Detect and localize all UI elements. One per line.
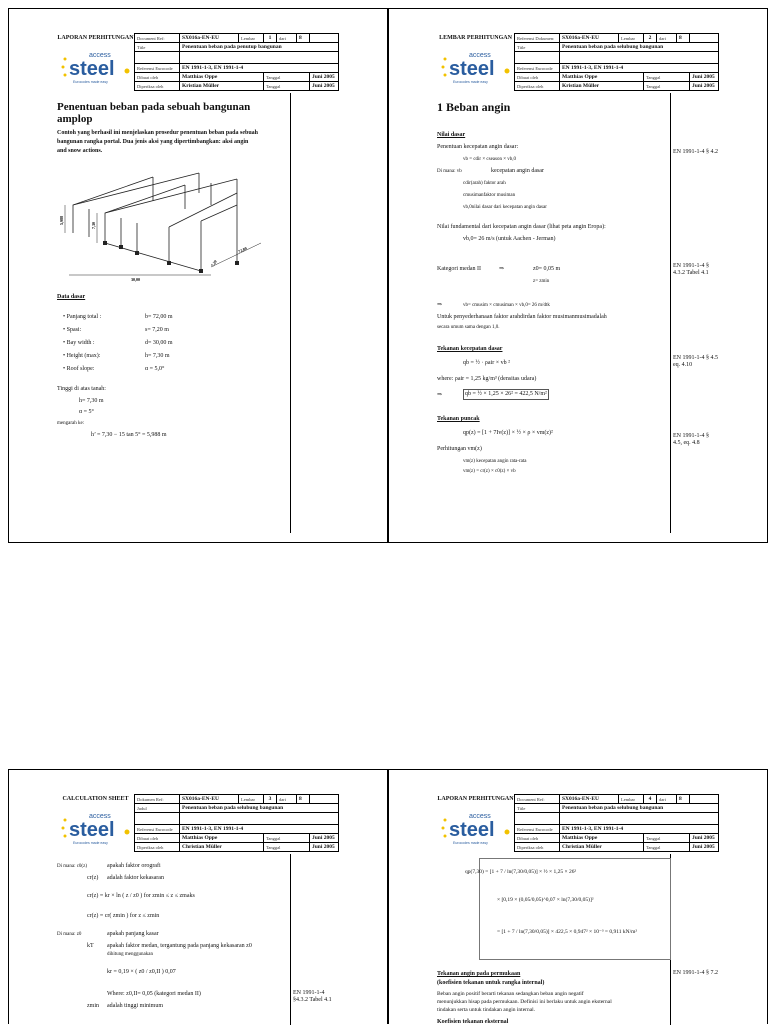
vb0-desc: vb,0nilai dasar dari kecepatan angin dasar [463, 205, 547, 210]
ref-4-5: EN 1991-1-4 § 4.5 eq. 4.10 [673, 355, 718, 368]
vm-equation: vm(z) = cr(z) × c0(z) × vb [463, 469, 516, 474]
dim-height: 7,30 [91, 222, 96, 229]
where-c0: Di mana: c0(z) [57, 864, 87, 869]
access-steel-logo [59, 808, 135, 852]
vb-desc: kecepatan angin dasar [491, 168, 544, 174]
kt-desc: apakah faktor medan, tergantung pada panjang kekasaran z0 [107, 943, 252, 949]
page-4 [388, 769, 768, 1024]
logo-top: access [89, 52, 111, 59]
fundamental-value-text: Nilai fundamental dari kecepatan angin dasar (lihat peta angin Eropa): [437, 224, 606, 230]
qb-value: qb = ½ × 1,25 × 26² = 422,5 N/m² [463, 389, 549, 400]
intro-line-2: bangunan rangka portal. Dua jenis aksi yang dipertimbangkan: aksi angin [57, 139, 249, 145]
item-label-length: • Panjang total : [63, 314, 102, 320]
section-peak-pressure: Tekanan puncak [437, 416, 480, 422]
sheet-name: LAPORAN PERHITUNGAN [437, 796, 514, 802]
item-value-bay: d= 30,00 m [145, 340, 173, 346]
page-title: 1 Beban angin [437, 100, 511, 114]
ext-coef-title: Koefisien tekanan eksternal [437, 1019, 509, 1025]
page-2-header [437, 33, 719, 93]
height-label: Tinggi di atas tanah: [57, 386, 106, 392]
arrow-3: ⇒ [437, 392, 443, 398]
basic-velocity-text: Penentuan kecepatan angin dasar: [437, 144, 519, 150]
vm-description: vm(z) kecepatan angin rata-rata [463, 459, 527, 464]
qb-equation: qb = ½ · ρair × vb ² [463, 360, 510, 366]
portal-frame-drawing [61, 163, 293, 283]
page-1 [8, 8, 388, 543]
cr-label: cr(z) [87, 875, 99, 881]
svg-text:steel: steel [69, 819, 115, 841]
terrain-category: Kategori medan II [437, 266, 481, 272]
sheet-name: CALCULATION SHEET [62, 796, 129, 802]
qp-eq-line-3: = [1 + 7 / ln(7,30/0,05)] × 422,5 × 0,947² × 10⁻³ = 0,911 kN/m² [497, 929, 638, 935]
svg-text:Eurocodes made easy: Eurocodes made easy [73, 841, 108, 845]
kr-equation: kr = 0,19 × ( z0 / z0,II ) 0,07 [107, 969, 176, 975]
intro-line-1: Contoh yang berhasil ini menjelaskan prosedur penentuan beban pada sebuah [57, 130, 258, 136]
ref-4-5-eq-4-8: EN 1991-1-4 § 4.5, eq. 4.8 [673, 433, 709, 446]
page-3 [8, 769, 388, 1024]
where-vb: Di mana: vb [437, 169, 462, 174]
page-2-body [437, 93, 719, 533]
z0-value: z0= 0,05 m [533, 266, 561, 272]
zmin-desc: adalah tinggi minimum [107, 1003, 163, 1009]
cseason-desc: cmusimanfaktor musiman [463, 193, 516, 198]
item-value-length: b= 72,00 m [145, 314, 173, 320]
logo-tag: Eurocodes made easy [73, 80, 108, 84]
where-z0: Di mana: z0 [57, 932, 82, 937]
access-steel-logo [59, 47, 135, 91]
logo-main: steel [69, 58, 115, 80]
vb-result: vb= cmusim × cmusiman × vb,0= 26 m/dtk [463, 303, 550, 308]
surface-pressure-title: Tekanan angin pada permukaan [437, 971, 521, 977]
intro-line-3: and snow actions. [57, 148, 103, 154]
qp-eq-line-1: qp(7,30) = [1 + 7 / ln(7,30/0,05)] × ½ × 1,25 × 26² [465, 869, 577, 875]
h-prime: h’ = 7,30 − 15 tan 5° = 5,988 m [91, 432, 167, 438]
svg-text:steel: steel [449, 819, 495, 841]
svg-text:access: access [89, 813, 111, 820]
reference-column [290, 93, 339, 533]
svg-text:access: access [469, 52, 491, 59]
dim-width: 30,00 [131, 277, 140, 282]
svg-text:access: access [469, 813, 491, 820]
c0-desc: apakah faktor orografi [107, 863, 161, 869]
arrow-2: ⇒ [437, 302, 443, 308]
svg-text:Eurocodes made easy: Eurocodes made easy [453, 80, 488, 84]
para-line-1: Beban angin positif berarti tekanan sedangkan beban angin negatif [437, 991, 584, 997]
vb-equation: vb = cdir × cseason × vb,0 [463, 157, 517, 162]
ref-4-2: EN 1991-1-4 § 4.2 [673, 149, 718, 155]
cdir-desc: cdir(arah) faktor arah [463, 181, 506, 186]
section-basic-pressure: Tekanan kecepatan dasar [437, 346, 503, 352]
dim-spacing: 7,20 [209, 258, 218, 268]
item-value-height: h= 7,30 m [145, 353, 170, 359]
cr-equation-1: cr(z) = kr × ln ( z / z0 ) for zmin ≤ z ≤ zmaks [87, 893, 195, 899]
simplify-line-2: secara umum sama dengan 1,0. [437, 325, 500, 330]
alpha-value: α = 5° [79, 409, 94, 415]
page-1-header [57, 33, 339, 93]
access-steel-logo [439, 808, 515, 852]
page-title-line-2: amplop [57, 113, 93, 125]
item-label-bay: • Bay width : [63, 340, 95, 346]
leads-to: mengarah ke: [57, 421, 85, 426]
header-grid: Referensi Dokumen: SX016a-EN-EU Lembar 2 dari 8 Title Penentuan beban pada selubung bangunan Referensi Eurocode EN 1991-1-3, EN 1991-1-4 Dibuat oleh Matthias Oppe Tanggal Juni 2005 Diperiksa oleh Kristian Müller Tanggal Juni 2005 [514, 33, 719, 91]
zmin-value: z= zmin [533, 279, 550, 284]
ref-7-2: EN 1991-1-4 § 7.2 [673, 970, 718, 976]
access-steel-logo [439, 47, 515, 91]
surface-pressure-subtitle: (koefisien tekanan untuk rangka internal) [437, 980, 545, 986]
page-3-header [57, 794, 339, 854]
cr-desc: adalah faktor kekasaran [107, 875, 164, 881]
arrow-1: ⇒ [499, 266, 505, 272]
svg-text:steel: steel [449, 58, 495, 80]
zmin-label: zmin [87, 1003, 99, 1009]
item-label-slope: • Roof slope: [63, 366, 95, 372]
cr-equation-2: cr(z) = cr( zmin ) for z ≤ zmin [87, 913, 160, 919]
reference-column [670, 93, 719, 533]
h-value: h= 7,30 m [79, 398, 104, 404]
item-value-spacing: s= 7,20 m [145, 327, 169, 333]
page-1-body [57, 93, 339, 533]
header-grid: Document Ref: SX016a-EN-EU Lembar 1 dari 8 Title Penentuan beban pada penutup bangunan Referensi Eurocode EN 1991-1-3, EN 1991-1-4 Dibuat oleh Matthias Oppe Tanggal Juni 2005 Diperiksa oleh Kristian Müller Tanggal Juni 2005 [134, 33, 339, 91]
dim-length: 72,00 [237, 245, 248, 254]
qp-equation: qp(z) = [1 + 7Iv(z)] × ½ × ρ × vm(z)² [463, 430, 553, 436]
sheet-name: LEMBAR PERHITUNGAN [439, 35, 512, 41]
item-label-spacing: • Spasi: [63, 327, 82, 333]
calc-vm: Perhitungan vm(z) [437, 446, 482, 452]
para-line-2: menunjukkan hisap pada permukaan. Definisi ini berlaku untuk angin eksternal [437, 999, 612, 1005]
kt-label: kT [87, 943, 94, 949]
header-grid: Dokumen Ref: SX016a-EN-EU Lembar 3 dari 8 Judul Penentuan beban pada selubung bangunan Referensi Eurocode EN 1991-1-3, EN 1991-1-4 Dibuat oleh Matthias Oppe Tanggal Juni 2005 Diperiksa oleh Christian Müller Tanggal Juni 2005 [134, 794, 339, 852]
rho-definition: where: ρair = 1,25 kg/m³ (densitas udara) [437, 376, 537, 382]
z0-desc: apakah panjang kasar [107, 931, 159, 937]
ref-4-3-2: EN 1991-1-4 §4.3.2 Tabel 4.1 [293, 990, 332, 1003]
para-line-3: tindakan serta untuk tindakan angin internal. [437, 1007, 536, 1013]
svg-text:Eurocodes made easy: Eurocodes made easy [453, 841, 488, 845]
sheet-name: LAPORAN PERHITUNGAN [57, 35, 134, 41]
z0ii-definition: Where: z0,II= 0,05 (kategori medan II) [107, 991, 201, 997]
ref-4-3-2: EN 1991-1-4 § 4.3.2 Tabel 4.1 [673, 263, 709, 276]
simplify-line-1: Untuk penyederhanaan faktor arahdirdan faktor musimanmusimadalah [437, 314, 607, 320]
qp-eq-line-2: × [0,19 × (0,05/0,05)^0,07 × ln(7,30/0,05)]² [497, 897, 594, 903]
page-3-body [57, 854, 339, 1025]
dim-height-prime: 5,988 [59, 216, 64, 225]
item-label-height: • Height (max): [63, 353, 101, 359]
basic-data-heading: Data dasar [57, 294, 86, 300]
page-4-header [437, 794, 719, 854]
item-value-slope: α = 5,0° [145, 366, 165, 372]
header-grid: Document Ref: SX016a-EN-EU Lembar 4 dari 8 Title Penentuan beban pada selubung bangunan Referensi Eurocode EN 1991-1-3, EN 1991-1-4 Dibuat oleh Matthias Oppe Tanggal Juni 2005 Diperiksa oleh Christian Müller Tanggal Juni 2005 [514, 794, 719, 852]
reference-column [670, 854, 719, 1025]
kt-desc-2: dihitung menggunakan [107, 952, 153, 957]
page-2 [388, 8, 768, 543]
page-title: Penentuan beban pada sebuah bangunan [57, 101, 251, 113]
page-4-body [437, 854, 719, 1025]
section-basic-values: Nilai dasar [437, 132, 466, 138]
vb0-value: vb,0= 26 m/s (untuk Aachen - Jerman) [463, 236, 556, 242]
